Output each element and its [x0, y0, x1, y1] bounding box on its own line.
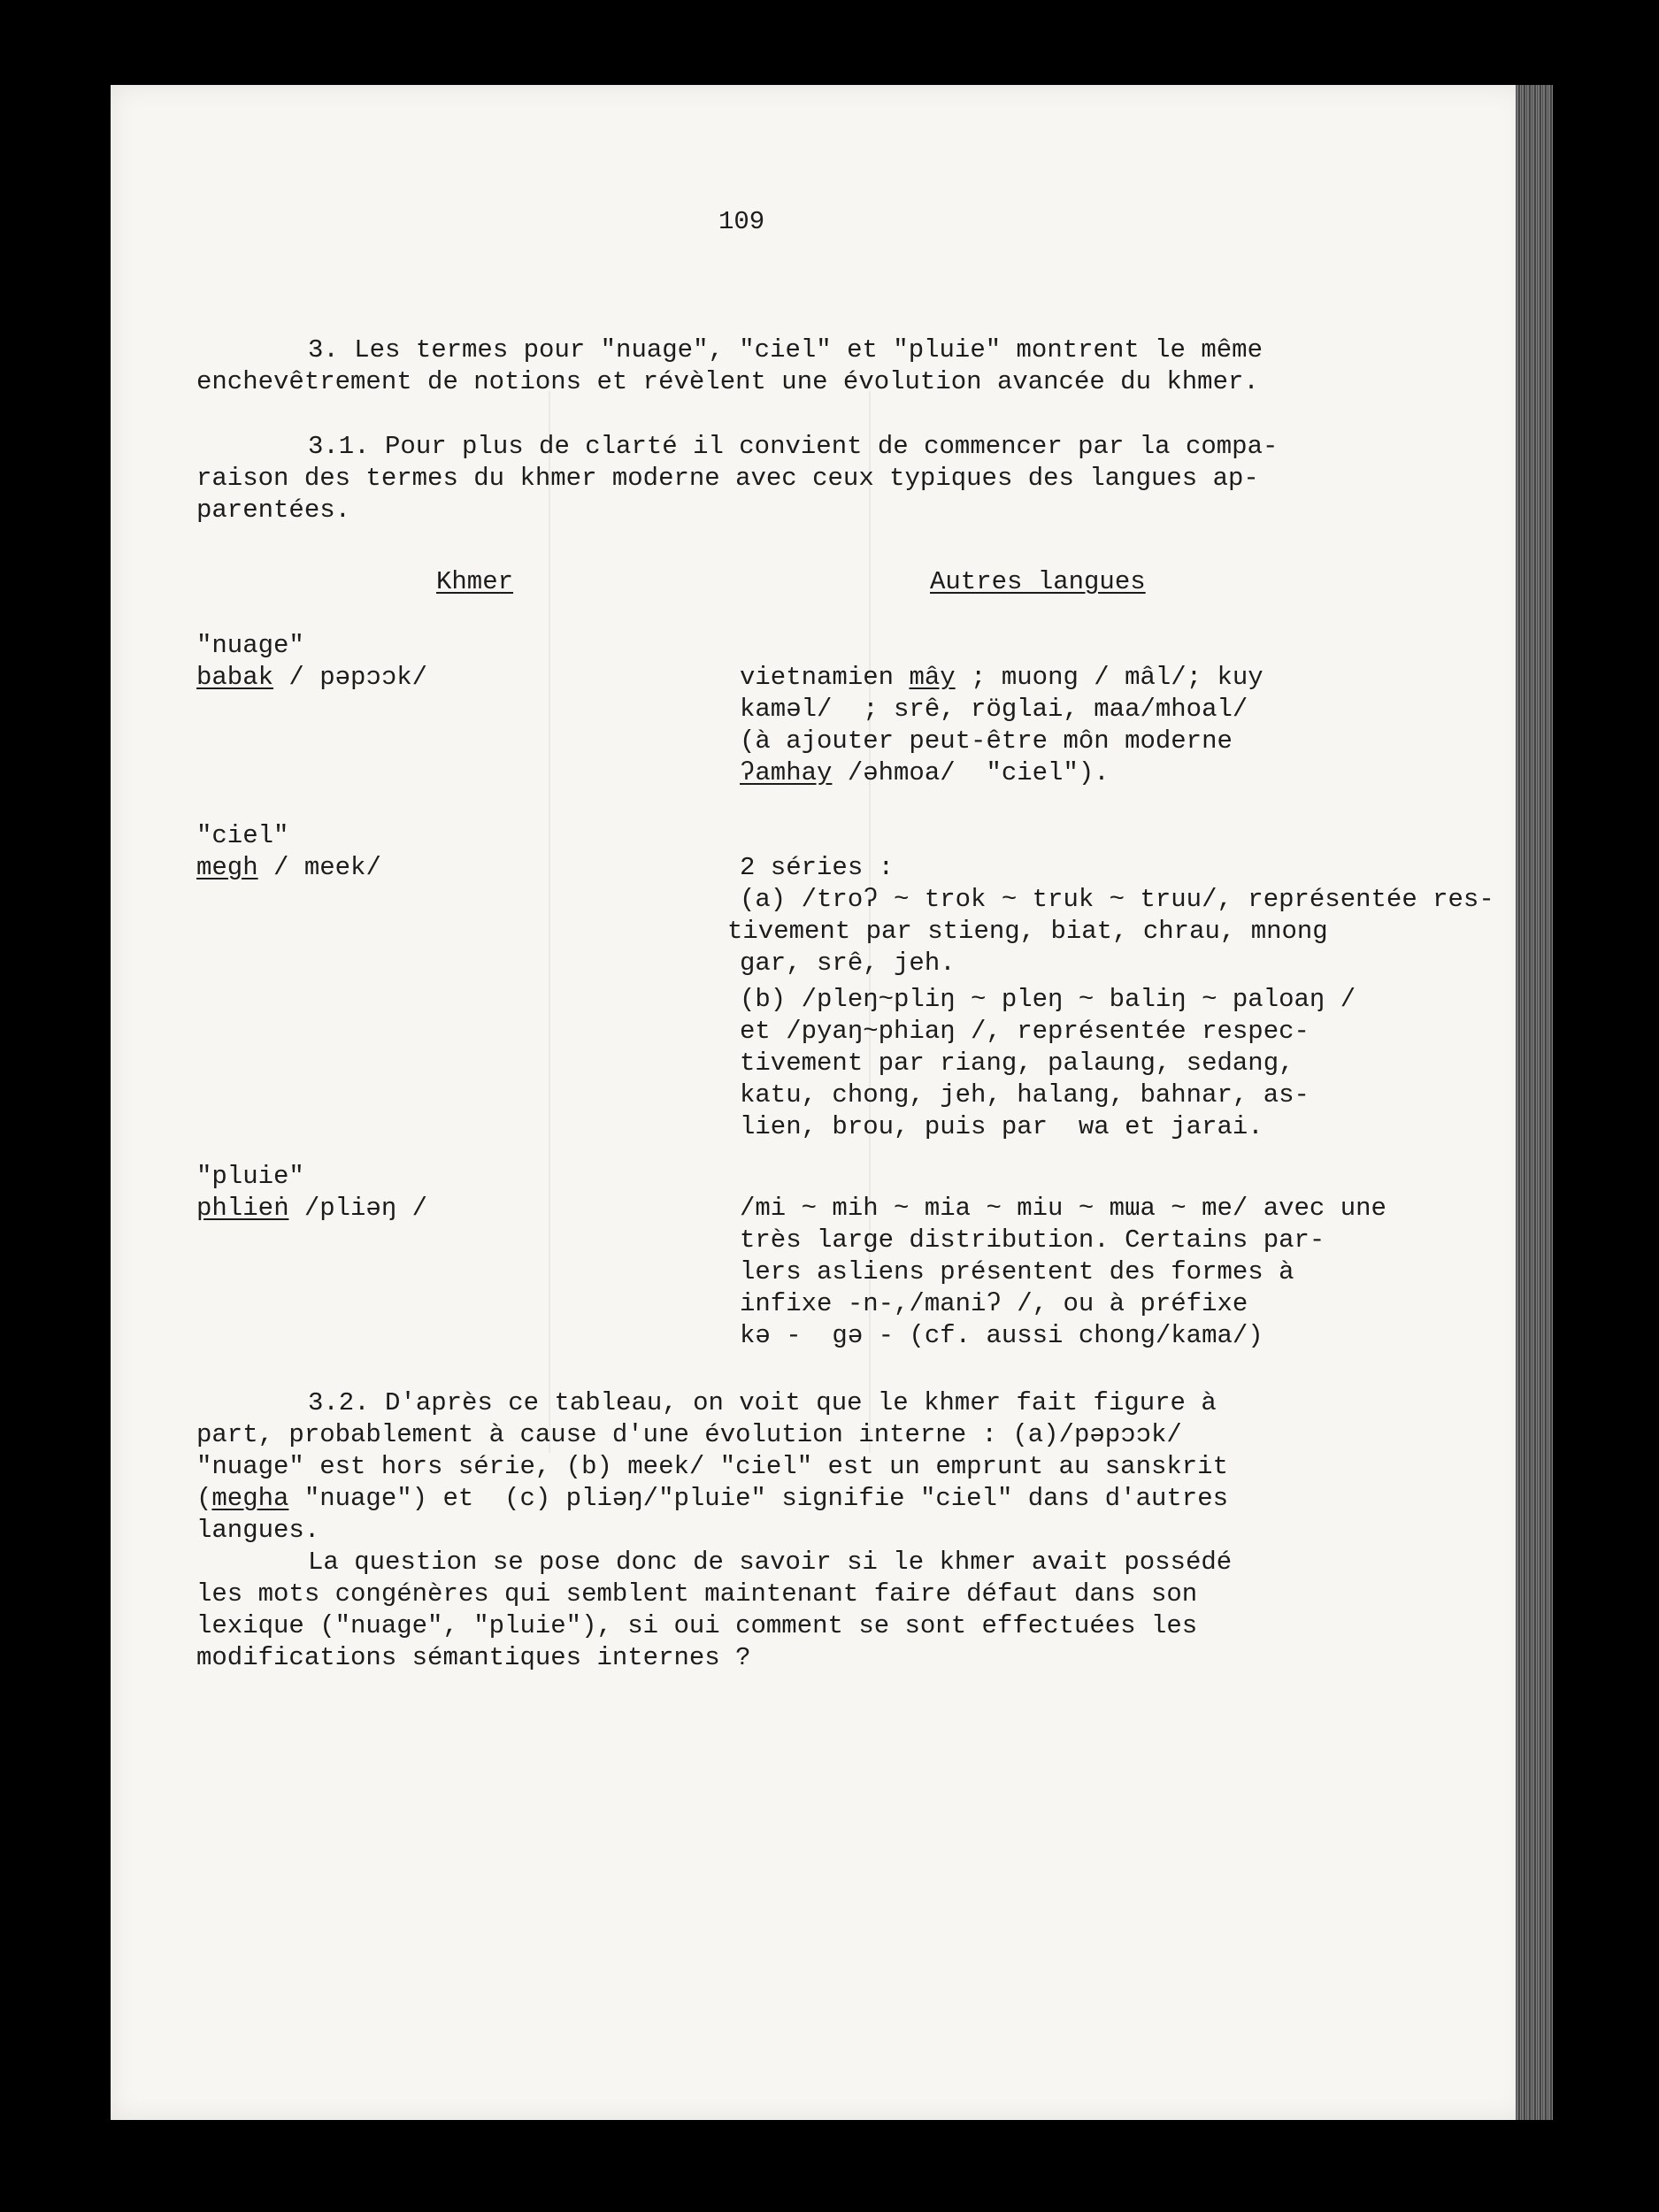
ciel-comparison-line-5: (b) /pleŋ~pliŋ ~ pleŋ ~ baliŋ ~ paloaŋ /: [740, 985, 1356, 1014]
ciel-comparison-line-7: tivement par riang, palaung, sedang,: [740, 1048, 1294, 1078]
ciel-comparison-line-1: 2 séries :: [740, 853, 895, 882]
page-stack-edge: [1516, 85, 1553, 2120]
section-31-line-1: 3.1. Pour plus de clarté il convient de commencer par la compa-: [308, 432, 1279, 461]
ciel-comparison-line-8: katu, chong, jeh, halang, bahnar, as-: [740, 1080, 1310, 1110]
section-3-line-1: 3. Les termes pour "nuage", "ciel" et "pluie" montrent le même: [308, 335, 1263, 365]
text-ahmoa-ciel: /əhmoa/ "ciel").: [832, 758, 1110, 787]
ciel-comparison-line-6: et /pyaŋ~phiaŋ /, représentée respec-: [740, 1017, 1310, 1046]
question-line-2: les mots congénères qui semblent maintenant faire défaut dans son: [196, 1579, 1198, 1609]
gloss-nuage: "nuage": [196, 631, 304, 660]
gloss-pluie: "pluie": [196, 1162, 304, 1191]
section-32-line-2: part, probablement à cause d'une évolution interne : (a)/pəpɔɔk/: [196, 1420, 1182, 1449]
column-header-autres-langues: Autres langues: [930, 567, 1146, 596]
pluie-comparison-line-4: infixe -n-,/maniʔ /, ou à préfixe: [740, 1289, 1248, 1318]
pluie-comparison-line-5: kə - gə - (cf. aussi chong/kama/): [740, 1321, 1263, 1350]
section-32-line-5: langues.: [196, 1516, 320, 1545]
khmer-term-nuage: [196, 662, 427, 694]
phonetic-ciel: / meek/: [257, 853, 381, 882]
word-may: mây: [909, 663, 956, 692]
section-31-line-3: parentées.: [196, 495, 351, 525]
gloss-ciel: "ciel": [196, 821, 289, 850]
section-3-line-2: enchevêtrement de notions et révèlent une évolution avancée du khmer.: [196, 367, 1259, 396]
khmer-term-pluie: [196, 1193, 427, 1225]
section-32-line-4: [196, 1483, 1228, 1515]
ciel-comparison-line-4: gar, srê, jeh.: [740, 949, 956, 978]
phonetic-nuage: / pəpɔɔk/: [273, 663, 428, 692]
word-megha: megha: [211, 1484, 289, 1513]
page-number: 109: [718, 207, 765, 236]
question-line-3: lexique ("nuage", "pluie"), si oui comment se sont effectuées les: [196, 1611, 1198, 1640]
khmer-word-megh: megh: [196, 853, 258, 882]
ciel-comparison-line-9: lien, brou, puis par wa et jarai.: [740, 1112, 1263, 1141]
word-amhay: ʔamhay: [740, 758, 833, 787]
khmer-word-phlien: phlieṅ: [196, 1194, 289, 1223]
section-31-line-2: raison des termes du khmer moderne avec ceux typiques des langues ap-: [196, 464, 1259, 493]
phonetic-pluie: /pliəŋ /: [288, 1194, 428, 1223]
nuage-comparison-line-3: (à ajouter peut-être môn moderne: [740, 726, 1233, 756]
section-32-line-1: 3.2. D'après ce tableau, on voit que le khmer fait figure à: [308, 1388, 1217, 1417]
section-32-line-3: "nuage" est hors série, (b) meek/ "ciel" est un emprunt au sanskrit: [196, 1452, 1228, 1481]
question-line-4: modifications sémantiques internes ?: [196, 1643, 751, 1672]
nuage-comparison-line-1: [740, 662, 1263, 694]
text-muong: ; muong / mâl/; kuy: [955, 663, 1263, 692]
nuage-comparison-line-2: kaməl/ ; srê, röglai, maa/mhoal/: [740, 695, 1248, 724]
text-nuage-et-pluie: "nuage") et (c) pliəŋ/"pluie" signifie "ciel" dans d'autres: [288, 1484, 1228, 1513]
question-line-1: La question se pose donc de savoir si le khmer avait possédé: [308, 1548, 1233, 1577]
ciel-comparison-line-3: tivement par stieng, biat, chrau, mnong: [727, 917, 1328, 946]
pluie-comparison-line-1: /mi ~ mih ~ mia ~ miu ~ mɯa ~ me/ avec une: [740, 1194, 1386, 1223]
ciel-comparison-line-2: (a) /troʔ ~ trok ~ truk ~ truu/, représentée res-: [740, 885, 1494, 914]
column-header-khmer: Khmer: [436, 567, 514, 596]
open-paren: (: [196, 1484, 212, 1513]
text-vietnamien: vietnamien: [740, 663, 910, 692]
khmer-term-ciel: [196, 852, 381, 884]
khmer-word-babak: babak: [196, 663, 274, 692]
pluie-comparison-line-3: lers asliens présentent des formes à: [740, 1257, 1294, 1286]
nuage-comparison-line-4: [740, 757, 1110, 789]
pluie-comparison-line-2: très large distribution. Certains par-: [740, 1225, 1325, 1255]
